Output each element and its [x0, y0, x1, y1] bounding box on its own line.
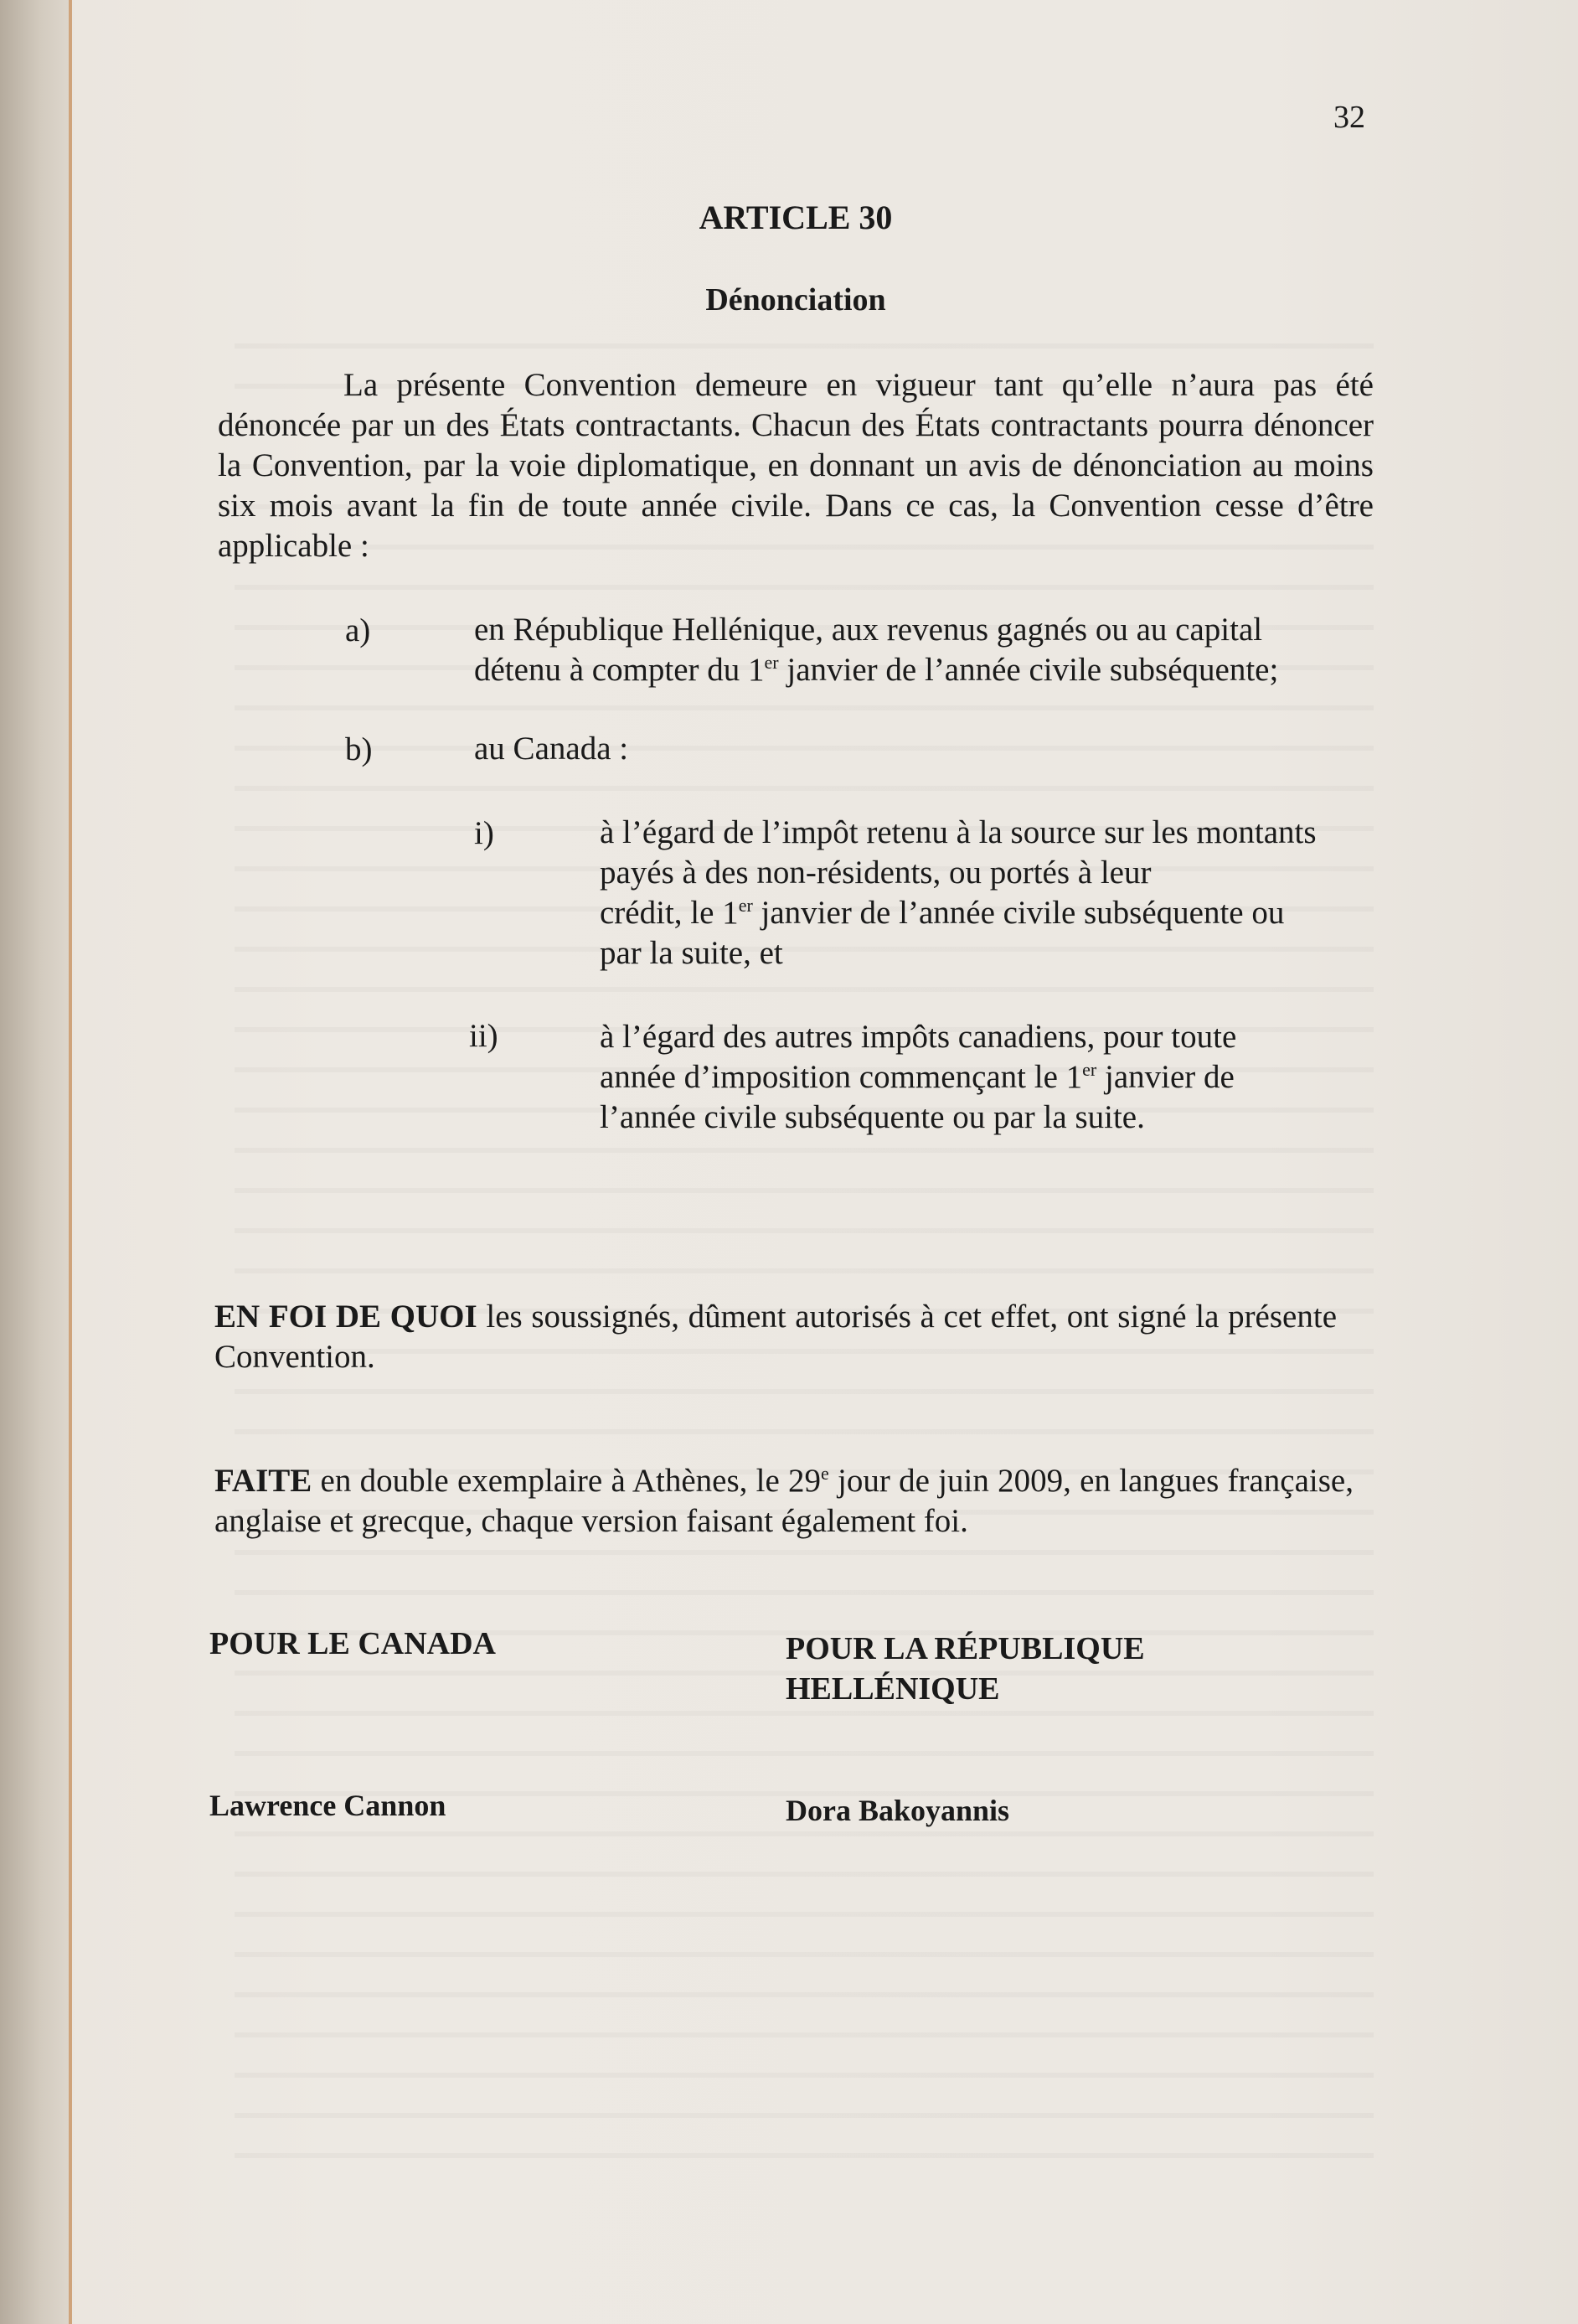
subitem-i-text [600, 813, 1354, 973]
page-number: 32 [1333, 100, 1365, 135]
witness-paragraph [214, 1297, 1337, 1377]
show-through-texture [235, 318, 1374, 2161]
subitem-i-credit-end: janvier de l’année civile subséquente ou [752, 895, 1285, 931]
binding-edge [69, 0, 72, 2324]
subitem-ii-line-3: l’année civile subséquente ou par la suite. [600, 1099, 1145, 1135]
subitem-ii-text [600, 1017, 1354, 1138]
binding-shadow [0, 0, 69, 2324]
done-paragraph [214, 1461, 1354, 1542]
subitem-i-credit-line [600, 893, 1354, 933]
article-subtitle: Dénonciation [705, 282, 886, 318]
item-a-marker: a) [345, 612, 371, 648]
signature-heading-greece [786, 1629, 1145, 1709]
subitem-ii-line-2 [600, 1057, 1354, 1097]
subitem-i-credit-text: crédit, le 1 [600, 895, 739, 931]
signatory-canada: Lawrence Cannon [209, 1789, 446, 1822]
done-superscript: e [821, 1463, 829, 1484]
witness-text: les soussignés, dûment autorisés à cet effet, ont signé la présente Convention. [214, 1299, 1337, 1375]
done-text-2: jour de juin 2009, en langues française, anglaise et grecque, chaque version faisant également foi. [214, 1463, 1354, 1539]
item-a-text [474, 610, 1395, 690]
item-b-marker: b) [345, 731, 373, 767]
subitem-i-marker: i) [474, 815, 494, 851]
subitem-ii-superscript: er [1082, 1059, 1097, 1080]
item-a-line-2-text: détenu à compter du 1 [474, 652, 765, 688]
item-a-superscript: er [764, 652, 779, 673]
signatory-greece: Dora Bakoyannis [786, 1794, 1010, 1827]
subitem-ii-line-2-text: année d’imposition commençant le 1 [600, 1059, 1083, 1095]
done-lead: FAITE [214, 1463, 312, 1499]
item-b-text: au Canada : [474, 731, 629, 767]
subitem-ii-line-1: à l’égard des autres impôts canadiens, pour toute [600, 1019, 1237, 1055]
subitem-i-last-line: par la suite, et [600, 935, 783, 971]
subitem-i-superscript: er [738, 895, 753, 916]
item-a-line-2 [474, 650, 1395, 690]
item-a-line-1: en République Hellénique, aux revenus gagnés ou au capital [474, 612, 1263, 648]
article-title: ARTICLE 30 [699, 199, 893, 236]
subitem-i-lines: à l’égard de l’impôt retenu à la source sur les montants payés à des non-résidents, ou portés à leur [600, 814, 1317, 891]
signature-heading-canada: POUR LE CANADA [209, 1626, 496, 1661]
intro-paragraph [218, 365, 1374, 566]
intro-text: La présente Convention demeure en vigueur tant qu’elle n’aura pas été dénoncée par un des États contractants. Chacun des États contractants pourra dénoncer la Convention, par la voie diplomatique, en donnant un avis de dénonciation au moins six mois avant la fin de toute année civile. Dans ce cas, la Convention cesse d’être applicable : [218, 367, 1374, 564]
item-a-line-2-end: janvier de l’année civile subséquente; [778, 652, 1279, 688]
subitem-ii-marker: ii) [469, 1018, 498, 1054]
subitem-ii-line-2-end: janvier de [1096, 1059, 1235, 1095]
signature-heading-greece-line-2: HELLÉNIQUE [786, 1671, 1000, 1707]
witness-lead: EN FOI DE QUOI [214, 1299, 477, 1335]
done-text-1: en double exemplaire à Athènes, le 29 [312, 1463, 822, 1499]
signature-heading-greece-line-1: POUR LA RÉPUBLIQUE [786, 1631, 1145, 1666]
